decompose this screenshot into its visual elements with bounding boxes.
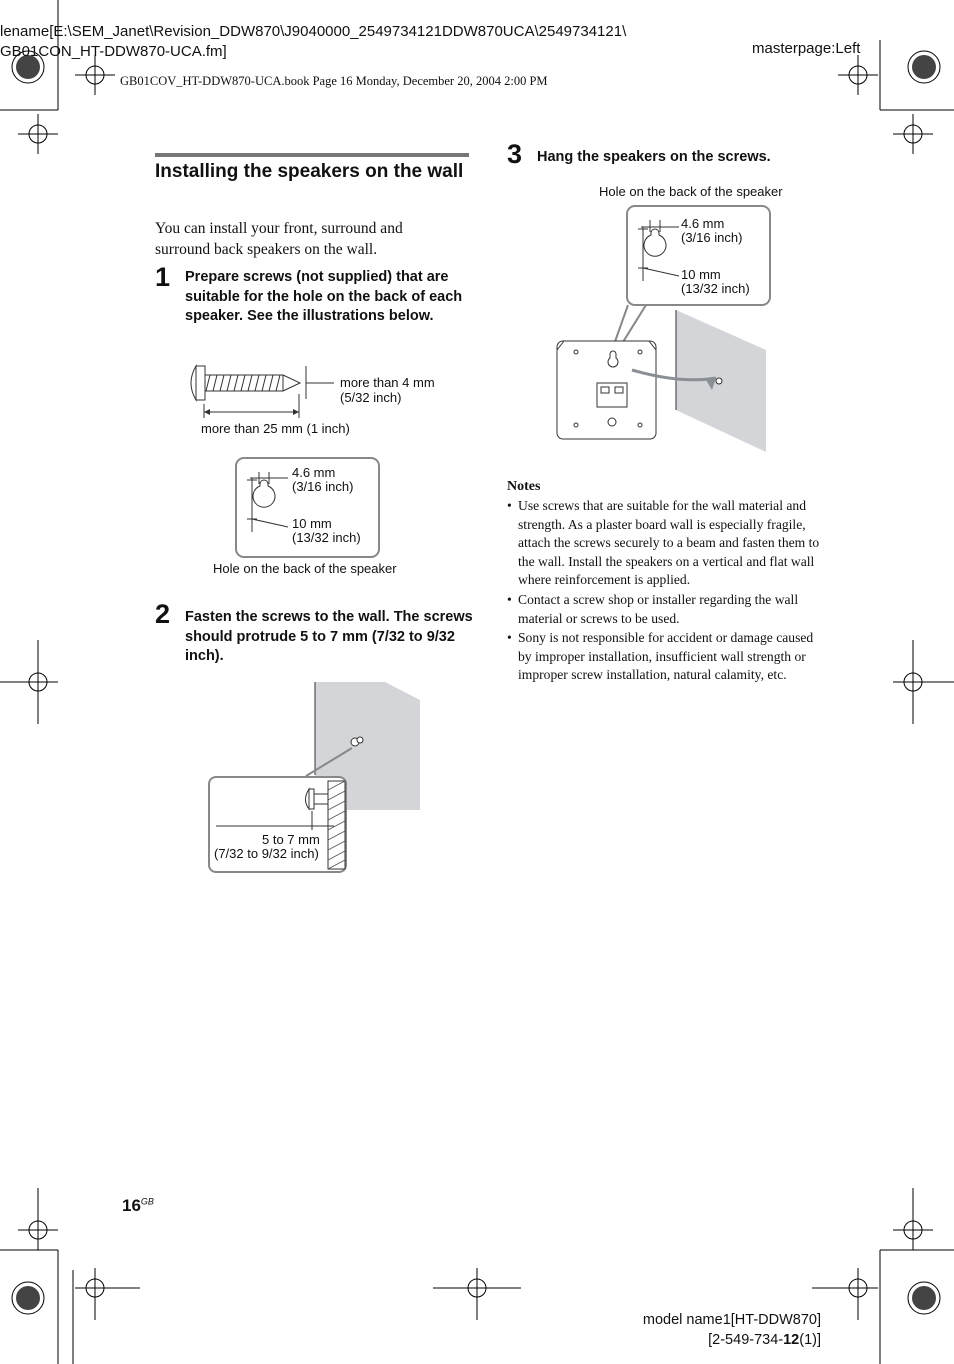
note-text: Sony is not responsible for accident or damage caused by improper installation, insufficient wall strength or improper screw installation, natural calamity, etc. (518, 630, 814, 683)
step-2-number: 2 (155, 599, 171, 629)
footer-model-line: model name1[HT-DDW870] (642, 1312, 821, 1328)
screw-head-label-1: more than 4 mm (340, 375, 435, 390)
hole-caption-right: Hole on the back of the speaker (599, 184, 783, 199)
note-item: • Sony is not responsible for accident or damage caused by improper installation, insufficient wall strength or improper screw installation, natural calamity, etc. (507, 630, 814, 683)
section-intro: You can install your front, surround and surround back speakers on the wall. (155, 220, 403, 258)
footer-code-suffix: (1)] (799, 1332, 821, 1348)
screw-length-label: more than 25 mm (1 inch) (201, 421, 350, 436)
page-number-value: 16 (122, 1196, 141, 1215)
hole-width-label-1: 4.6 mm (292, 465, 336, 480)
step-2-text: Fasten the screws to the wall. The screws should protrude 5 to 7 mm (7/32 to 9/32 inch). (185, 609, 473, 664)
footer-model (643, 1310, 821, 1350)
step-3-text: Hang the speakers on the screws. (537, 149, 771, 165)
hole-width-right-label-1: 4.6 mm (681, 216, 725, 231)
hole-height-right-label-1: 10 mm (681, 267, 721, 282)
footer-code-bold: 12 (783, 1332, 800, 1348)
hole-height-label-2: (13/32 inch) (292, 530, 361, 545)
book-info-line: GB01COV_HT-DDW870-UCA.book Page 16 Monday, December 20, 2004 2:00 PM (120, 74, 548, 88)
page-number-suffix: GB (140, 1196, 154, 1207)
page-number (122, 1196, 154, 1216)
hole-width-label-2: (3/16 inch) (292, 479, 354, 494)
protrude-label-2: (7/32 to 9/32 inch) (214, 846, 319, 861)
step-1-number: 1 (155, 262, 171, 292)
step-1-text: Prepare screws (not supplied) that are suitable for the hole on the back of each speaker. See the illustrations below. (185, 269, 463, 324)
masterpage-label: masterpage:Left (752, 40, 861, 57)
section-title: Installing the speakers on the wall (155, 161, 464, 182)
note-text: Contact a screw shop or installer regarding the wall material or screws to be used. (518, 591, 799, 626)
notes-list (507, 497, 825, 686)
note-item: • Contact a screw shop or installer regarding the wall material or screws to be used. (507, 591, 799, 626)
note-text: Use screws that are suitable for the wall material and strength. As a plaster board wall is especially fragile, attach the screws securely to a beam and fasten them to the wall. Install the speakers on a vertical and flat wall where reinforcement is applied. (518, 498, 820, 588)
notes-title: Notes (507, 479, 541, 494)
hole-height-right-label-2: (13/32 inch) (681, 281, 750, 296)
hole-height-label-1: 10 mm (292, 516, 332, 531)
screw-head-label-2: (5/32 inch) (340, 390, 402, 405)
filename-line-2: GB01CON_HT-DDW870-UCA.fm] (0, 43, 227, 60)
step-3-number: 3 (507, 139, 523, 169)
hole-caption-left: Hole on the back of the speaker (213, 561, 397, 576)
hole-width-right-label-2: (3/16 inch) (681, 230, 743, 245)
footer-code-prefix: [2-549-734- (708, 1332, 784, 1348)
note-item: • Use screws that are suitable for the wall material and strength. As a plaster board wall is especially fragile, attach the screws securely to a beam and fasten them to the wall. Install the speakers on a vertical and flat wall where reinforcement is applied. (507, 498, 820, 588)
filename-line-1: lename[E:\SEM_Janet\Revision_DDW870\J9040000_2549734121DDW870UCA\2549734121\ (0, 23, 627, 40)
protrude-label-1: 5 to 7 mm (262, 832, 320, 847)
